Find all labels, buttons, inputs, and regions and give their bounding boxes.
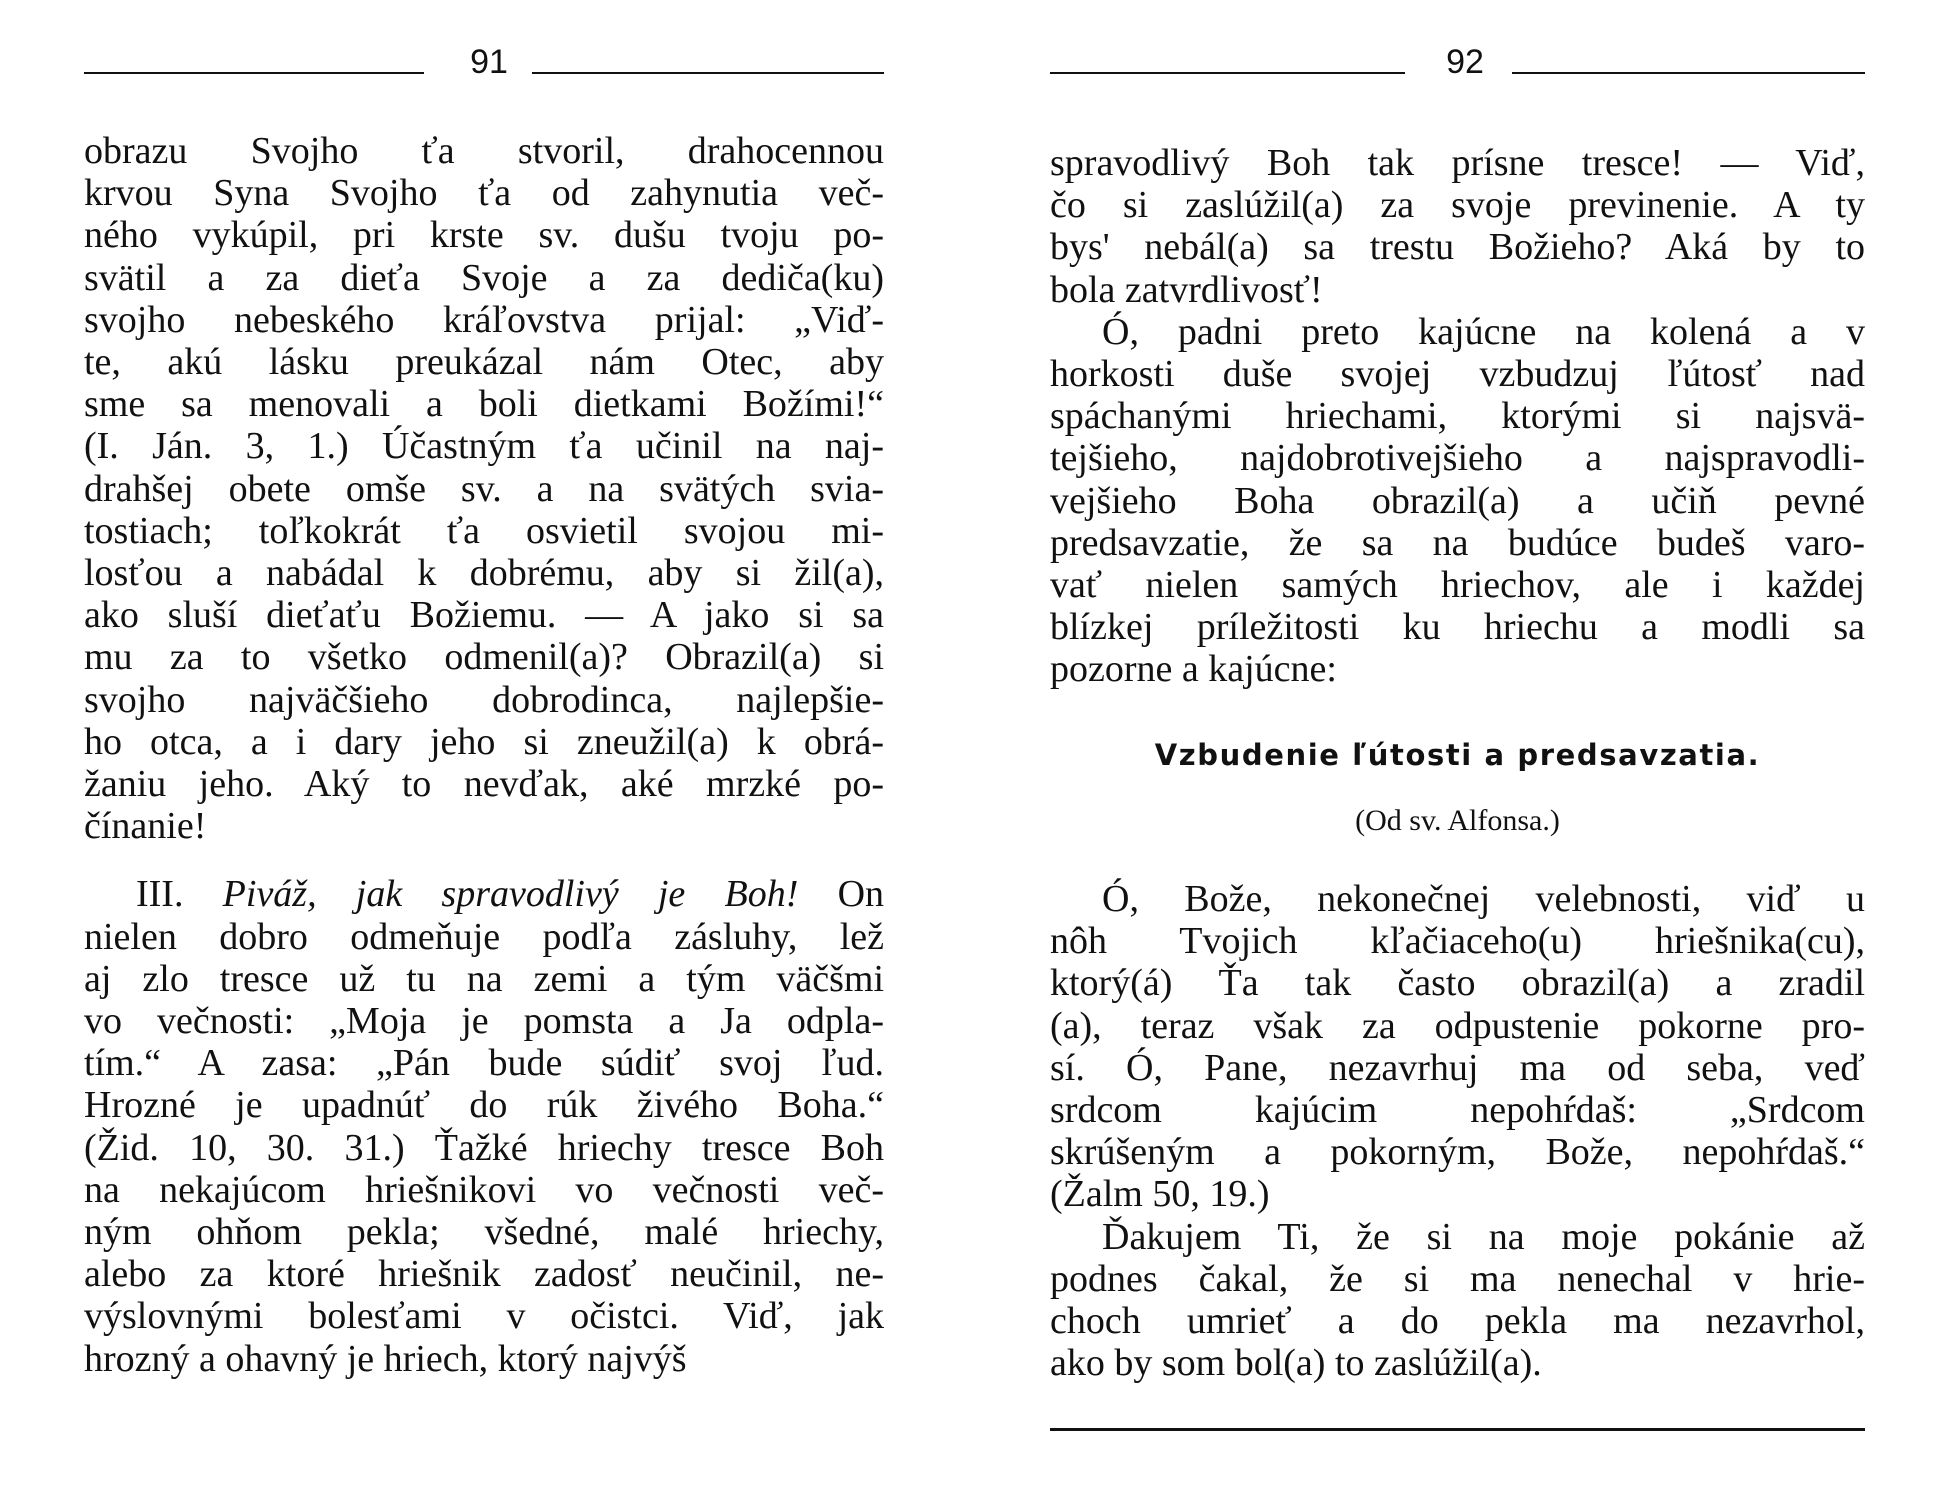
text-line: (I. Ján. 3, 1.) Účastným ťa učinil na naj- — [84, 425, 884, 468]
text-line: podnes čakal, že si ma nenechal v hrie- — [1050, 1257, 1865, 1300]
paragraph — [84, 873, 884, 1379]
paragraph — [84, 130, 884, 847]
text-line: aj zlo tresce už tu na zemi a tým väčšmi — [84, 957, 884, 1000]
right-page-body-top — [1050, 142, 1865, 691]
text-line: hrozný a ohavný je hriech, ktorý najvýš — [84, 1337, 687, 1380]
text-line: nôh Tvojich kľačiaceho(u) hriešnika(cu), — [1050, 920, 1865, 963]
text-line: horkosti duše svojej vzbudzuj ľútosť nad — [1050, 353, 1865, 396]
section-subheading: (Od sv. Alfonsa.) — [1355, 804, 1560, 837]
right-page-header — [1050, 42, 1865, 82]
right-page-number: 92 — [1446, 43, 1484, 81]
text-line: alebo za ktoré hriešnik zadosť neučinil, ne- — [84, 1253, 884, 1296]
text-line: sme sa menovali a boli dietkami Božími!“ — [84, 383, 884, 426]
header-rule-left — [84, 72, 424, 74]
left-page-header — [84, 42, 884, 82]
paragraph-gap — [84, 847, 884, 873]
footer-rule — [1050, 1428, 1865, 1431]
header-rule-right — [532, 72, 884, 74]
text-line: skrúšeným a pokorným, Bože, nepohŕdaš.“ — [1050, 1131, 1865, 1174]
text-line: ako by som bol(a) to zaslúžil(a). — [1050, 1342, 1542, 1385]
right-page — [1050, 0, 1865, 1500]
header-rule-left — [1050, 72, 1405, 74]
text-line: mu za to všetko odmenil(a)? Obrazil(a) si — [84, 636, 884, 679]
text-line: tím.“ A zasa: „Pán bude súdiť svoj ľud. — [84, 1042, 884, 1085]
text-line: ktorý(á) Ťa tak často obrazil(a) a zradil — [1050, 962, 1865, 1005]
text-line: tostiach; toľkokrát ťa osvietil svojou mi- — [84, 509, 884, 552]
text-line: bys' nebál(a) sa trestu Božieho? Aká by to — [1050, 226, 1865, 269]
section-numeral: III. — [136, 873, 184, 916]
header-rule-right — [1512, 72, 1865, 74]
text-line: ako sluší dieťaťu Božiemu. — A jako si sa — [84, 594, 884, 637]
text-line: čínanie! — [84, 805, 207, 848]
text-line: Ó, padni preto kajúcne na kolená a v — [1102, 310, 1865, 353]
left-page-body — [84, 130, 884, 1380]
right-page-body-bottom — [1050, 878, 1865, 1384]
text-line: ným ohňom pekla; všedné, malé hriechy, — [84, 1211, 884, 1254]
text-line: ho otca, a i dary jeho si zneužil(a) k obrá- — [84, 720, 884, 763]
text-line: Ďakujem Ti, že si na moje pokánie až — [1102, 1215, 1865, 1258]
text-line: pozorne a kajúcne: — [1050, 648, 1337, 691]
text-line: te, akú lásku preukázal nám Otec, aby — [84, 341, 884, 384]
section-heading: Vzbudenie ľútosti a predsavzatia. — [1154, 738, 1761, 772]
paragraph — [1050, 142, 1865, 311]
text-line: nielen dobro odmeňuje podľa zásluhy, lež — [84, 915, 884, 958]
text-line: spravodlivý Boh tak prísne tresce! — Viď, — [1050, 142, 1865, 184]
lead-rest: On — [837, 873, 884, 916]
text-line: losťou a nabádal k dobrému, aby si žil(a), — [84, 552, 884, 595]
text-line: vejšieho Boha obrazil(a) a učiň pevné — [1050, 479, 1865, 522]
text-line: predsavzatie, že sa na budúce budeš varo- — [1050, 521, 1865, 564]
text-line: choch umrieť a do pekla ma nezavrhol, — [1050, 1300, 1865, 1343]
paragraph — [1050, 311, 1865, 691]
paragraph — [1050, 878, 1865, 1216]
text-line: svojho najväčšieho dobrodinca, najlepšie- — [84, 678, 884, 721]
text-line: Ó, Bože, nekonečnej velebnosti, viď u — [1102, 878, 1865, 920]
text-line: (a), teraz však za odpustenie pokorne pro- — [1050, 1004, 1865, 1047]
text-line: svojho nebeského kráľovstva prijal: „Viď- — [84, 298, 884, 341]
text-line: drahšej obete omše sv. a na svätých svia- — [84, 467, 884, 510]
text-line: vo večnosti: „Moja je pomsta a Ja odpla- — [84, 1000, 884, 1043]
text-line: sí. Ó, Pane, nezavrhuj ma od seba, veď — [1050, 1046, 1865, 1089]
text-line: (Žalm 50, 19.) — [1050, 1173, 1270, 1216]
text-line: krvou Syna Svojho ťa od zahynutia več- — [84, 172, 884, 215]
text-line: bola zatvrdlivosť! — [1050, 268, 1323, 311]
text-line: svätil a za dieťa Svoje a za dediča(ku) — [84, 256, 884, 299]
text-line: čo si zaslúžil(a) za svoje previnenie. A ty — [1050, 184, 1865, 227]
text-line: (Žid. 10, 30. 31.) Ťažké hriechy tresce Boh — [84, 1126, 884, 1169]
text-line: srdcom kajúcim nepohŕdaš: „Srdcom — [1050, 1089, 1865, 1132]
text-line: na nekajúcom hriešnikovi vo večnosti več- — [84, 1168, 884, 1211]
text-line: Hrozné je upadnúť do rúk živého Boha.“ — [84, 1084, 884, 1127]
text-line: spáchanými hriechami, ktorými si najsvä- — [1050, 395, 1865, 438]
text-line: výslovnými bolesťami v očistci. Viď, jak — [84, 1295, 884, 1338]
text-line: vať nielen samých hriechov, ale i každej — [1050, 564, 1865, 607]
text-line: ného vykúpil, pri krste sv. dušu tvoju po- — [84, 214, 884, 257]
paragraph — [1050, 1216, 1865, 1385]
left-page — [84, 0, 884, 1500]
text-line: žaniu jeho. Aký to nevďak, aké mrzké po- — [84, 763, 884, 806]
paragraph-lead-line — [84, 873, 884, 915]
text-line: blízkej príležitosti ku hriechu a modli sa — [1050, 606, 1865, 649]
text-line: obrazu Svojho ťa stvoril, drahocennou — [84, 130, 884, 172]
left-page-number: 91 — [470, 43, 508, 81]
italic-lead: Piváž, jak spravodlivý je Boh! — [222, 873, 799, 916]
text-line: tejšieho, najdobrotivejšieho a najspravodli- — [1050, 437, 1865, 480]
